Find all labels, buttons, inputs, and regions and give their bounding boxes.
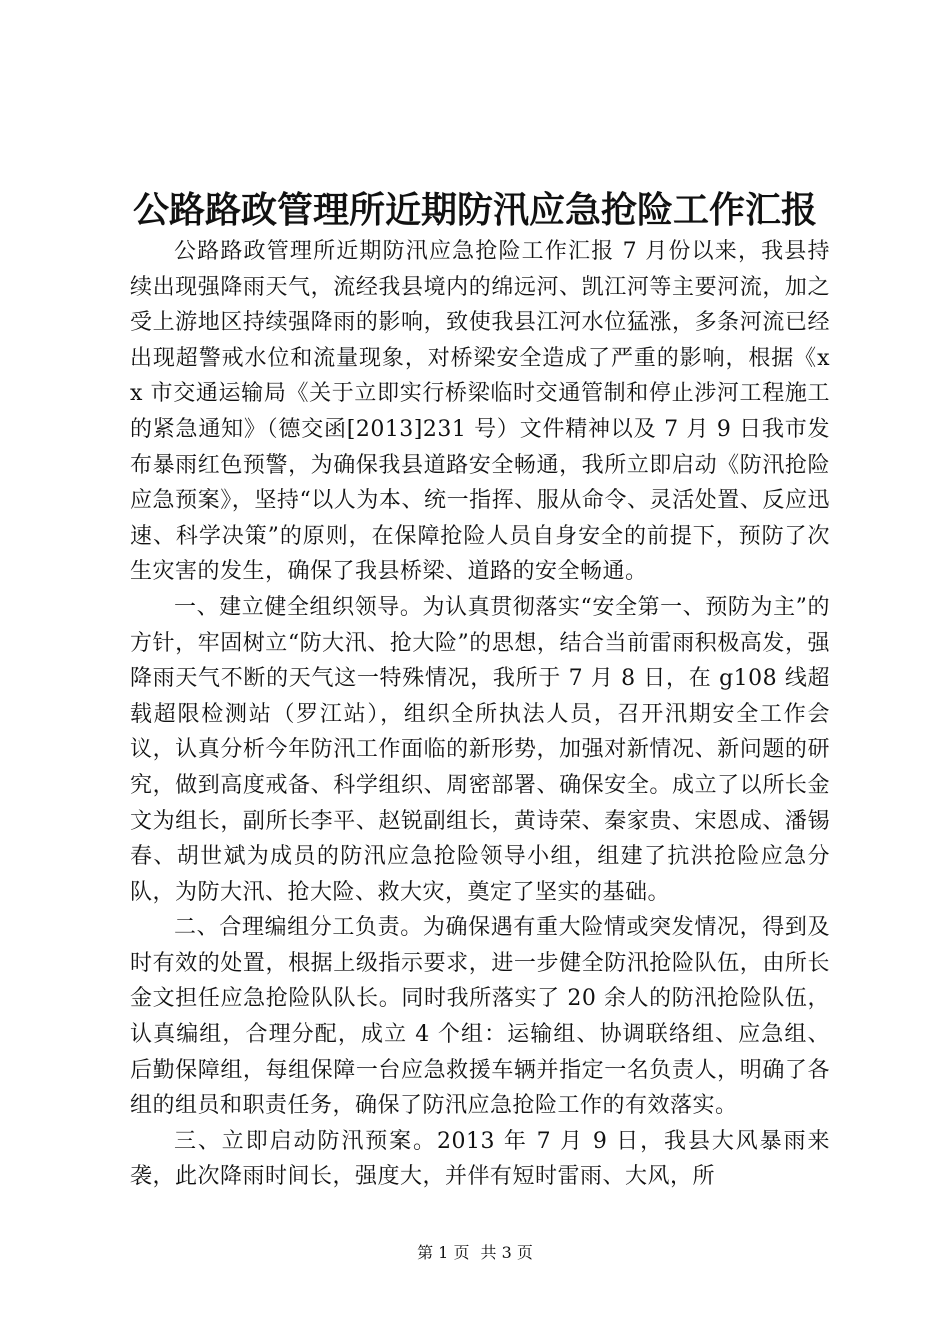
document-body <box>130 234 830 1195</box>
document-title: 公路路政管理所近期防汛应急抢险工作汇报 <box>132 189 817 231</box>
paragraph-section-2: 二、合理编组分工负责。为确保遇有重大险情或突发情况，得到及时有效的处置，根据上级指示要求，进一步健全防汛抢险队伍，由所长金文担任应急抢险队队长。同时我所落实了 20 余人的防汛抢险队伍，认真编组，合理分配，成立 4 个组：运输组、协调联络组、应急组、后勤保障组，每组保障一台应急救援车辆并指定一名负责人，明确了各组的组员和职责任务，确保了防汛应急抢险工作的有效落实。 <box>130 915 830 1119</box>
page-total: 共 3 页 <box>480 1243 533 1262</box>
page-footer <box>0 1242 950 1264</box>
paragraph-intro: 公路路政管理所近期防汛应急抢险工作汇报 7 月份以来，我县持续出现强降雨天气，流经我县境内的绵远河、凯江河等主要河流，加之受上游地区持续强降雨的影响，致使我县江河水位猛涨，多条河流已经出现超警戒水位和流量现象，对桥梁安全造成了严重的影响，根据《xx 市交通运输局《关于立即实行桥梁临时交通管制和停止涉河工程施工的紧急通知》（德交函[2013]231 号）文件精神以及 7 月 9 日我市发布暴雨红色预警，为确保我县道路安全畅通，我所立即启动《防汛抢险应急预案》，坚持“以人为本、统一指挥、服从命令、灵活处置、反应迅速、科学决策”的原则，在保障抢险人员自身安全的前提下，预防了次生灾害的发生，确保了我县桥梁、道路的安全畅通。 <box>130 239 830 585</box>
paragraph-section-1: 一、建立健全组织领导。为认真贯彻落实“安全第一、预防为主”的方针，牢固树立“防大汛、抢大险”的思想，结合当前雷雨积极高发，强降雨天气不断的天气这一特殊情况，我所于 7 月 8 日，在 g108 线超载超限检测站（罗江站），组织全所执法人员，召开汛期安全工作会议，认真分析今年防汛工作面临的新形势，加强对新情况、新问题的研究，做到高度戒备、科学组织、周密部署、确保安全。成立了以所长金文为组长，副所长李平、赵锐副组长，黄诗荣、秦家贵、宋恩成、潘锡春、胡世斌为成员的防汛应急抢险领导小组，组建了抗洪抢险应急分队，为防大汛、抢大险、救大灾，奠定了坚实的基础。 <box>130 594 830 905</box>
paragraph-section-3: 三、立即启动防汛预案。2013 年 7 月 9 日，我县大风暴雨来袭，此次降雨时间长，强度大，并伴有短时雷雨、大风，所 <box>130 1128 830 1190</box>
page-number: 第 1 页 <box>417 1243 470 1262</box>
